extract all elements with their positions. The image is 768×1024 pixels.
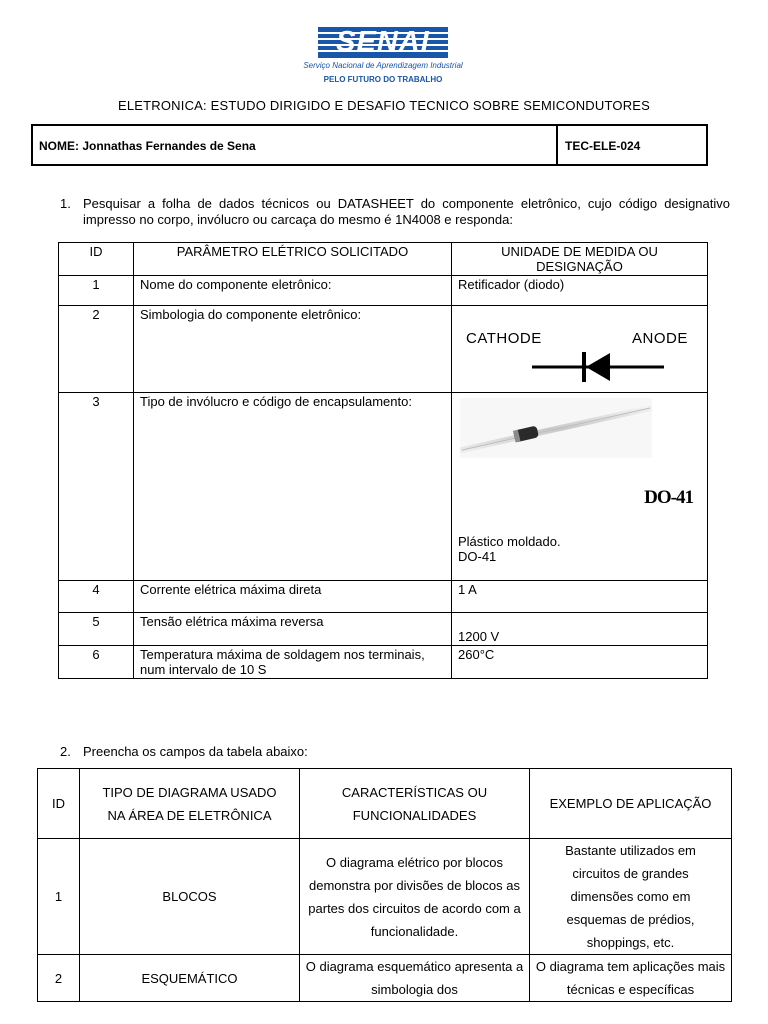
header-features: CARACTERÍSTICAS OU FUNCIONALIDADES — [300, 769, 530, 839]
row-id: 2 — [59, 306, 134, 393]
table-header-row — [59, 243, 708, 276]
row-param: Corrente elétrica máxima direta — [134, 581, 452, 613]
row-type: BLOCOS — [80, 839, 300, 955]
row-id: 1 — [59, 276, 134, 306]
row-features: O diagrama elétrico por blocos demonstra por divisões de blocos as partes dos circuitos de acordo com a funcionalidade. — [300, 839, 530, 955]
package-code: DO-41 — [458, 549, 497, 564]
do41-diode-picture — [460, 398, 652, 458]
row-param: Temperatura máxima de soldagem nos terminais, num intervalo de 10 S — [134, 646, 452, 679]
row-id: 2 — [38, 955, 80, 1002]
row-value: 1 A — [452, 581, 708, 613]
row-type: ESQUEMÁTICO — [80, 955, 300, 1002]
student-name: NOME: Jonnathas Fernandes de Sena — [39, 139, 256, 153]
anode-label: ANODE — [632, 330, 688, 347]
diode-symbol — [466, 321, 706, 391]
row-example: Bastante utilizados em circuitos de grandes dimensões como em esquemas de prédios, shoppings, etc. — [530, 839, 732, 955]
question-text: Pesquisar a folha de dados técnicos ou DATASHEET do componente eletrônico, cujo código designativo impresso no corpo, invólucro ou carcaça do mesmo é 1N4008 e responda: — [83, 196, 730, 227]
row-param: Nome do componente eletrônico: — [134, 276, 452, 306]
table-row — [38, 839, 732, 955]
senai-logo — [318, 27, 448, 58]
row-value — [452, 306, 708, 393]
question-text: Preencha os campos da tabela abaixo: — [83, 744, 308, 759]
row-value — [452, 393, 708, 581]
table-row — [38, 955, 732, 1002]
logo-subtitle: Serviço Nacional de Aprendizagem Industrial — [303, 61, 463, 70]
table-row — [59, 581, 708, 613]
header-diagram-type: TIPO DE DIAGRAMA USADO NA ÁREA DE ELETRÔNICA — [80, 769, 300, 839]
row-id: 3 — [59, 393, 134, 581]
row-id: 4 — [59, 581, 134, 613]
table-row — [59, 306, 708, 393]
table-header-row — [38, 769, 732, 839]
package-label: DO-41 — [644, 487, 693, 508]
row-features: O diagrama esquemático apresenta a simbologia dos — [300, 955, 530, 1002]
row-param: Simbologia do componente eletrônico: — [134, 306, 452, 393]
student-info-box — [31, 124, 708, 166]
question-2 — [60, 744, 730, 760]
table-row — [59, 393, 708, 581]
row-value: 1200 V — [452, 613, 708, 646]
table-row — [59, 276, 708, 306]
document-title: ELETRONICA: ESTUDO DIRIGIDO E DESAFIO TECNICO SOBRE SEMICONDUTORES — [117, 98, 651, 113]
logo-wordmark: SENAI — [336, 27, 430, 58]
row-param: Tensão elétrica máxima reversa — [134, 613, 452, 646]
row-id: 6 — [59, 646, 134, 679]
logo-tagline: PELO FUTURO DO TRABALHO — [323, 75, 443, 84]
datasheet-table — [58, 242, 708, 679]
diode-icon — [532, 347, 664, 387]
row-value: 260°C — [452, 646, 708, 679]
header-id: ID — [38, 769, 80, 839]
question-1 — [60, 196, 730, 227]
header-example: EXEMPLO DE APLICAÇÃO — [530, 769, 732, 839]
divider — [556, 126, 558, 164]
package-image — [458, 394, 701, 534]
table-row — [59, 646, 708, 679]
course-code: TEC-ELE-024 — [565, 139, 641, 153]
package-desc: Plástico moldado. — [458, 534, 561, 549]
diagram-types-table — [37, 768, 732, 1002]
row-value: Retificador (diodo) — [452, 276, 708, 306]
question-number: 1. — [60, 196, 71, 211]
header-id: ID — [59, 243, 134, 276]
table-row — [59, 613, 708, 646]
row-id: 1 — [38, 839, 80, 955]
row-id: 5 — [59, 613, 134, 646]
header-unit: UNIDADE DE MEDIDA OU DESIGNAÇÃO — [452, 243, 708, 276]
header-parameter: PARÂMETRO ELÉTRICO SOLICITADO — [134, 243, 452, 276]
cathode-label: CATHODE — [466, 330, 542, 347]
row-param: Tipo de invólucro e código de encapsulamento: — [134, 393, 452, 581]
row-example: O diagrama tem aplicações mais técnicas e específicas — [530, 955, 732, 1002]
question-number: 2. — [60, 744, 71, 759]
